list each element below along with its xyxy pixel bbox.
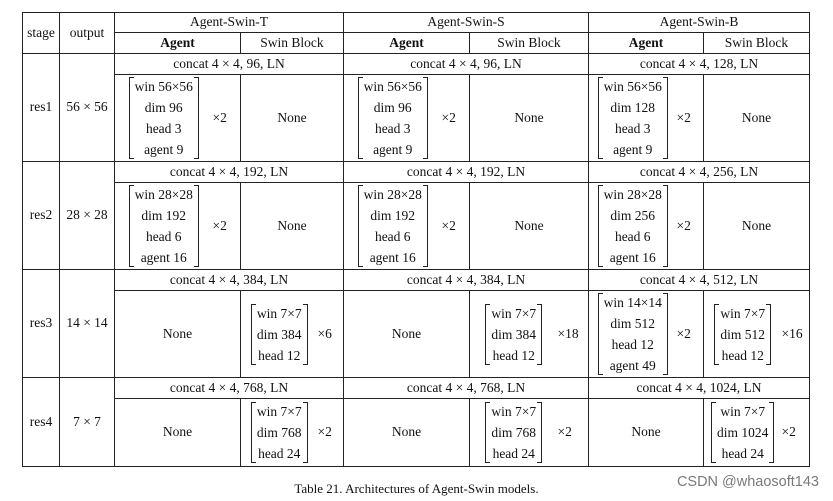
block-param: head 3 bbox=[145, 121, 182, 136]
repeat-count: ×6 bbox=[318, 291, 344, 378]
concat-row bbox=[23, 162, 810, 183]
swin-block-cell bbox=[704, 291, 782, 378]
repeat-count: ×2 bbox=[442, 75, 470, 162]
repeat-count: ×16 bbox=[782, 291, 810, 378]
concat-cell: concat 4 × 4, 96, LN bbox=[115, 54, 344, 75]
agent-block-cell bbox=[344, 75, 442, 162]
repeat-count: ×2 bbox=[318, 399, 344, 467]
model-header-s: Agent-Swin-S bbox=[344, 13, 589, 33]
block-param: head 24 bbox=[721, 446, 764, 461]
swin-none-cell: None bbox=[241, 183, 344, 270]
block-param: win 7×7 bbox=[491, 305, 537, 321]
bracket-matrix bbox=[714, 302, 771, 367]
repeat-count: ×2 bbox=[677, 75, 704, 162]
bracket-matrix bbox=[598, 291, 668, 377]
block-param: agent 49 bbox=[609, 358, 656, 373]
concat-cell: concat 4 × 4, 384, LN bbox=[115, 270, 344, 291]
model-header-t: Agent-Swin-T bbox=[115, 13, 344, 33]
block-row bbox=[23, 75, 810, 162]
block-param: head 3 bbox=[614, 121, 651, 136]
block-param: agent 16 bbox=[609, 250, 656, 265]
repeat-count: ×2 bbox=[558, 399, 589, 467]
bracket-matrix bbox=[598, 75, 668, 161]
block-param: dim 512 bbox=[610, 316, 656, 331]
agent-col-header: Agent bbox=[115, 33, 241, 54]
block-row bbox=[23, 183, 810, 270]
block-param: win 7×7 bbox=[256, 404, 302, 419]
block-param: head 6 bbox=[374, 229, 411, 244]
block-param: head 24 bbox=[492, 446, 535, 461]
block-param: dim 384 bbox=[491, 326, 537, 342]
agent-block-cell bbox=[589, 75, 677, 162]
block-param: head 3 bbox=[374, 121, 411, 136]
swin-block-cell bbox=[470, 399, 558, 467]
block-param: dim 384 bbox=[256, 326, 302, 342]
repeat-count: ×2 bbox=[213, 183, 241, 270]
concat-cell: concat 4 × 4, 384, LN bbox=[344, 270, 589, 291]
concat-cell: concat 4 × 4, 768, LN bbox=[115, 378, 344, 399]
block-param: win 7×7 bbox=[256, 305, 302, 321]
output-header: output bbox=[60, 13, 115, 54]
concat-cell: concat 4 × 4, 256, LN bbox=[589, 162, 810, 183]
swin-none-cell: None bbox=[470, 183, 589, 270]
agent-none-cell: None bbox=[344, 291, 470, 378]
repeat-count: ×2 bbox=[213, 75, 241, 162]
bracket-matrix bbox=[598, 183, 668, 269]
agent-block-cell bbox=[115, 75, 213, 162]
block-param: win 14×14 bbox=[603, 295, 662, 310]
stage-cell: res4 bbox=[23, 378, 60, 467]
block-param: agent 16 bbox=[369, 250, 416, 265]
swin-block-cell bbox=[241, 399, 318, 467]
output-cell: 56 × 56 bbox=[60, 54, 115, 162]
block-param: head 12 bbox=[492, 347, 535, 363]
block-param: win 28×28 bbox=[134, 187, 193, 202]
block-param: win 7×7 bbox=[491, 404, 537, 419]
bracket-matrix bbox=[129, 183, 199, 269]
agent-none-cell: None bbox=[344, 399, 470, 467]
block-param: dim 128 bbox=[610, 100, 656, 115]
block-param: head 12 bbox=[721, 347, 764, 363]
concat-cell: concat 4 × 4, 128, LN bbox=[589, 54, 810, 75]
stage-cell: res3 bbox=[23, 270, 60, 378]
concat-row bbox=[23, 270, 810, 291]
bracket-matrix bbox=[358, 75, 428, 161]
repeat-count: ×2 bbox=[677, 183, 704, 270]
block-row bbox=[23, 291, 810, 378]
stage-cell: res1 bbox=[23, 54, 60, 162]
block-param: dim 768 bbox=[256, 425, 302, 440]
block-param: dim 512 bbox=[720, 326, 766, 342]
block-param: head 12 bbox=[258, 347, 301, 363]
swin-block-cell bbox=[704, 399, 782, 467]
output-cell: 28 × 28 bbox=[60, 162, 115, 270]
block-param: win 28×28 bbox=[603, 187, 662, 202]
stage-cell: res2 bbox=[23, 162, 60, 270]
swin-none-cell: None bbox=[704, 75, 810, 162]
bracket-matrix bbox=[251, 302, 308, 367]
concat-cell: concat 4 × 4, 512, LN bbox=[589, 270, 810, 291]
block-param: agent 9 bbox=[613, 142, 653, 157]
block-param: win 56×56 bbox=[134, 79, 193, 94]
concat-row bbox=[23, 54, 810, 75]
swin-none-cell: None bbox=[241, 75, 344, 162]
swin-col-header: Swin Block bbox=[470, 33, 589, 54]
block-param: dim 96 bbox=[144, 100, 183, 115]
agent-block-cell bbox=[344, 183, 442, 270]
concat-row bbox=[23, 378, 810, 399]
block-param: dim 192 bbox=[141, 208, 187, 223]
bracket-matrix bbox=[358, 183, 428, 269]
block-param: agent 9 bbox=[373, 142, 413, 157]
repeat-count: ×2 bbox=[442, 183, 470, 270]
swin-col-header: Swin Block bbox=[704, 33, 810, 54]
agent-none-cell: None bbox=[115, 399, 241, 467]
repeat-count: ×18 bbox=[558, 291, 589, 378]
architecture-table bbox=[22, 12, 810, 467]
block-param: win 7×7 bbox=[720, 305, 766, 321]
block-param: dim 256 bbox=[610, 208, 656, 223]
stage-header: stage bbox=[23, 13, 60, 54]
agent-block-cell bbox=[589, 291, 677, 378]
bracket-matrix bbox=[129, 75, 199, 161]
agent-col-header: Agent bbox=[589, 33, 704, 54]
model-header-b: Agent-Swin-B bbox=[589, 13, 810, 33]
agent-none-cell: None bbox=[115, 291, 241, 378]
bracket-matrix bbox=[251, 400, 308, 465]
swin-none-cell: None bbox=[470, 75, 589, 162]
agent-none-cell: None bbox=[589, 399, 704, 467]
concat-cell: concat 4 × 4, 1024, LN bbox=[589, 378, 810, 399]
output-cell: 7 × 7 bbox=[60, 378, 115, 467]
concat-cell: concat 4 × 4, 192, LN bbox=[115, 162, 344, 183]
concat-cell: concat 4 × 4, 192, LN bbox=[344, 162, 589, 183]
bracket-matrix bbox=[485, 302, 542, 367]
bracket-matrix bbox=[711, 400, 774, 465]
block-row bbox=[23, 399, 810, 467]
block-param: head 6 bbox=[614, 229, 651, 244]
swin-none-cell: None bbox=[704, 183, 810, 270]
table-caption: Table 21. Architectures of Agent-Swin models. bbox=[294, 481, 539, 496]
concat-cell: concat 4 × 4, 768, LN bbox=[344, 378, 589, 399]
block-param: win 7×7 bbox=[720, 404, 766, 419]
block-param: agent 16 bbox=[140, 250, 187, 265]
block-param: head 24 bbox=[258, 446, 301, 461]
agent-col-header: Agent bbox=[344, 33, 470, 54]
block-param: win 56×56 bbox=[603, 79, 662, 94]
block-param: dim 192 bbox=[370, 208, 416, 223]
output-cell: 14 × 14 bbox=[60, 270, 115, 378]
agent-block-cell bbox=[589, 183, 677, 270]
repeat-count: ×2 bbox=[677, 291, 704, 378]
block-param: dim 768 bbox=[491, 425, 537, 440]
swin-block-cell bbox=[241, 291, 318, 378]
block-param: head 6 bbox=[145, 229, 182, 244]
block-param: agent 9 bbox=[144, 142, 184, 157]
block-param: win 56×56 bbox=[363, 79, 422, 94]
watermark: CSDN @whaosoft143 bbox=[676, 474, 819, 490]
block-param: head 12 bbox=[611, 337, 654, 352]
swin-block-cell bbox=[470, 291, 558, 378]
concat-cell: concat 4 × 4, 96, LN bbox=[344, 54, 589, 75]
block-param: dim 96 bbox=[373, 100, 412, 115]
agent-block-cell bbox=[115, 183, 213, 270]
block-param: win 28×28 bbox=[363, 187, 422, 202]
block-param: dim 1024 bbox=[717, 425, 769, 440]
repeat-count: ×2 bbox=[782, 399, 810, 467]
swin-col-header: Swin Block bbox=[241, 33, 344, 54]
bracket-matrix bbox=[485, 400, 542, 465]
